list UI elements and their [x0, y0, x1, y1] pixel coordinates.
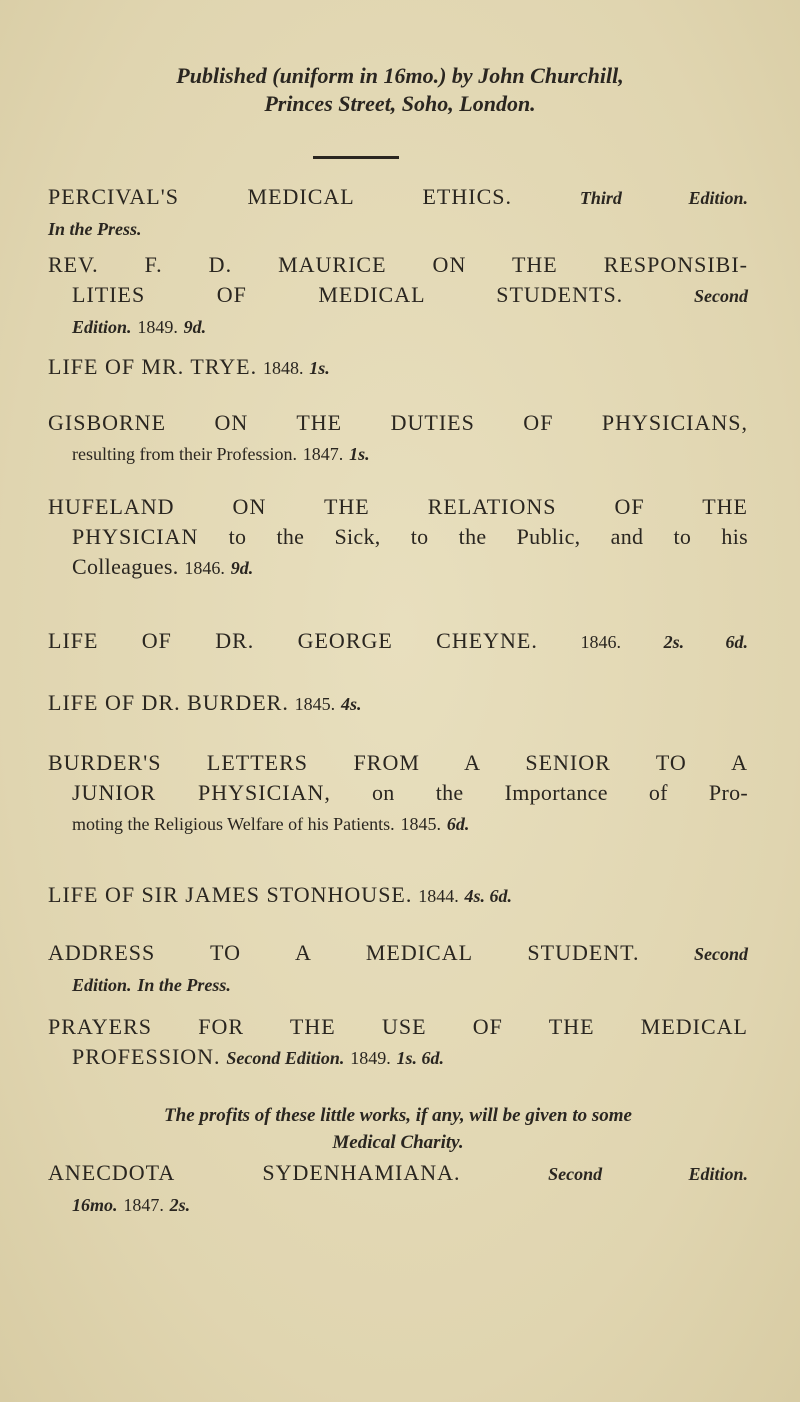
entry-title-line-2: JUNIOR PHYSICIAN,: [72, 780, 331, 805]
header-divider: [313, 156, 399, 159]
entry-title: ANECDOTA SYDENHAMIANA.: [48, 1160, 461, 1185]
entry-edition: Second Edition.: [548, 1164, 748, 1184]
entry-detail-cont: moting the Religious Welfare of his Patients.: [72, 814, 395, 834]
entry-year: 1849.: [350, 1048, 391, 1068]
entry-year: 1849.: [137, 317, 178, 337]
entry-detail: on the Importance of Pro-: [372, 780, 748, 805]
profits-note-line-1: The profits of these little works, if any, will be given to some: [164, 1105, 632, 1126]
entry-title-line-2: LITIES OF MEDICAL STUDENTS.: [72, 282, 624, 307]
entry-price: 4s. 6d.: [464, 886, 513, 906]
entry-detail: resulting from their Profession.: [72, 444, 297, 464]
entry-title: LIFE OF MR. TRYE.: [48, 354, 258, 379]
entry-burder-letters: [48, 748, 748, 839]
entry-burder-life: [48, 688, 748, 719]
profits-note: [48, 1102, 748, 1156]
entry-note: In the Press.: [48, 219, 142, 239]
entry-edition: Second: [694, 286, 748, 306]
entry-title-line-1: HUFELAND ON THE RELATIONS OF THE: [48, 494, 748, 519]
entry-maurice: [48, 250, 748, 342]
entry-year: 1846.: [580, 632, 622, 652]
entry-year: 1848.: [262, 358, 304, 378]
entry-edition: Second Edition.: [226, 1048, 345, 1068]
entry-year: 1845.: [400, 814, 441, 834]
entry-detail: to the Sick, to the Public, and to his: [228, 524, 748, 549]
entry-price: 1s.: [349, 444, 370, 464]
entry-edition-cont: Edition.: [72, 317, 132, 337]
entry-hufeland: [48, 492, 748, 583]
entry-year: 1847.: [123, 1195, 164, 1215]
entry-price: 2s.: [169, 1195, 191, 1215]
profits-note-line-2: Medical Charity.: [332, 1132, 464, 1153]
entry-title-line-1: BURDER'S LETTERS FROM A SENIOR TO A: [48, 750, 748, 775]
entry-year: 1847.: [302, 444, 344, 464]
entry-prayers: [48, 1012, 748, 1073]
entry-trye: [48, 352, 748, 383]
header-line-1: Published (uniform in 16mo.) by John Churchill,: [176, 63, 624, 88]
entry-title: PERCIVAL'S MEDICAL ETHICS.: [48, 184, 512, 209]
entry-price: 1s.: [309, 358, 330, 378]
entry-price: 2s. 6d.: [663, 632, 748, 652]
entry-title-line-1: PRAYERS FOR THE USE OF THE MEDICAL: [48, 1014, 748, 1039]
entry-price: 1s. 6d.: [396, 1048, 445, 1068]
entry-edition: Third Edition.: [579, 188, 749, 208]
entry-edition: Second: [694, 944, 748, 964]
entry-title-line-2: PROFESSION.: [72, 1044, 221, 1069]
entry-detail-cont: Colleagues.: [72, 554, 179, 579]
entry-edition-cont: Edition.: [72, 975, 132, 995]
entry-price: 6d.: [446, 814, 470, 834]
entry-title: ADDRESS TO A MEDICAL STUDENT.: [48, 940, 640, 965]
entry-percival: [48, 182, 748, 244]
entry-price: 4s.: [340, 694, 362, 714]
entry-stonhouse: [48, 880, 748, 911]
entry-sydenhamiana: [48, 1158, 748, 1220]
entry-title: LIFE OF SIR JAMES STONHOUSE.: [48, 882, 413, 907]
entry-year: 1844.: [418, 886, 459, 906]
entry-note: In the Press.: [137, 975, 231, 995]
entry-year: 1846.: [184, 558, 225, 578]
entry-price: 9d.: [230, 558, 254, 578]
entry-title: GISBORNE ON THE DUTIES OF PHYSICIANS,: [48, 410, 748, 435]
entry-title-line-1: REV. F. D. MAURICE ON THE RESPONSIBI-: [48, 252, 748, 277]
entry-format: 16mo.: [72, 1195, 118, 1215]
entry-address: [48, 938, 748, 1000]
entry-cheyne: [48, 626, 748, 657]
entry-year: 1845.: [294, 694, 336, 714]
entry-title: LIFE OF DR. BURDER.: [48, 690, 289, 715]
entry-gisborne: [48, 408, 748, 469]
entry-title: LIFE OF DR. GEORGE CHEYNE.: [48, 628, 538, 653]
publisher-header: [0, 62, 800, 118]
entry-title-line-2: PHYSICIAN: [72, 524, 199, 549]
header-line-2: Princes Street, Soho, London.: [264, 91, 536, 116]
entry-price: 9d.: [183, 317, 207, 337]
